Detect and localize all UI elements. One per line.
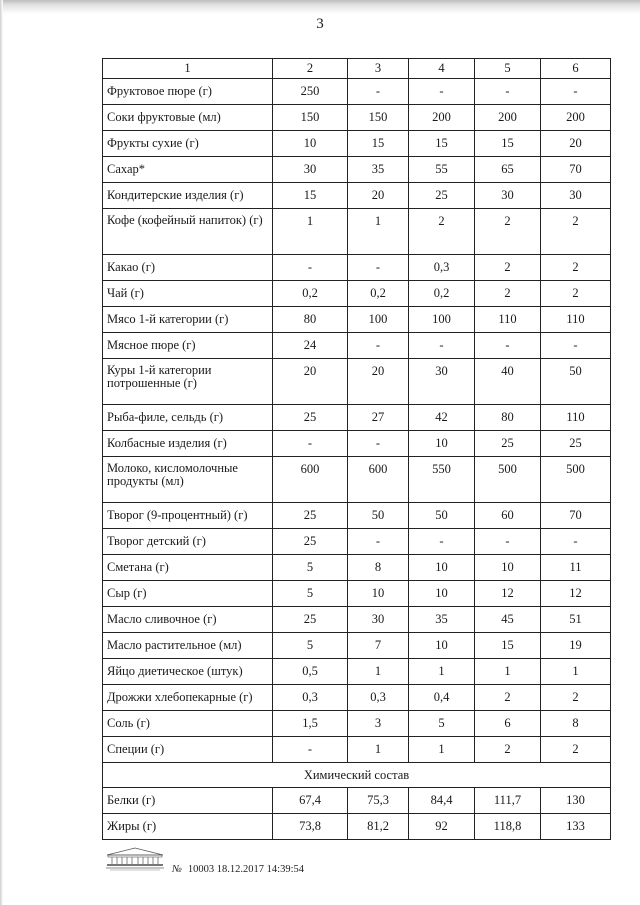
cell-col-3: 20	[348, 183, 409, 209]
section-row	[103, 763, 611, 788]
cell-col-5: 118,8	[475, 814, 541, 840]
cell-col-6: 130	[541, 788, 611, 814]
row-label: Жиры (г)	[103, 814, 273, 840]
table-row	[103, 281, 611, 307]
table-row	[103, 209, 611, 255]
cell-col-5: -	[475, 333, 541, 359]
header-col-4: 4	[409, 59, 475, 79]
cell-col-6: 110	[541, 307, 611, 333]
row-label: Кондитерские изделия (г)	[103, 183, 273, 209]
cell-col-3: 27	[348, 405, 409, 431]
cell-col-2: 10	[273, 131, 348, 157]
cell-col-2: 1	[273, 209, 348, 255]
cell-col-5: 45	[475, 607, 541, 633]
cell-col-3: 100	[348, 307, 409, 333]
row-label: Сметана (г)	[103, 555, 273, 581]
row-label: Дрожжи хлебопекарные (г)	[103, 685, 273, 711]
cell-col-4: 42	[409, 405, 475, 431]
cell-col-4: -	[409, 333, 475, 359]
cell-col-3: -	[348, 79, 409, 105]
cell-col-6: 200	[541, 105, 611, 131]
cell-col-4: 25	[409, 183, 475, 209]
cell-col-6: 2	[541, 281, 611, 307]
row-label: Чай (г)	[103, 281, 273, 307]
table-row	[103, 131, 611, 157]
row-label: Молоко, кисломолочные продукты (мл)	[103, 457, 273, 503]
cell-col-6: 70	[541, 157, 611, 183]
cell-col-6: -	[541, 79, 611, 105]
header-col-6: 6	[541, 59, 611, 79]
ration-table	[102, 58, 611, 840]
cell-col-3: 150	[348, 105, 409, 131]
table-row	[103, 307, 611, 333]
cell-col-5: 12	[475, 581, 541, 607]
number-symbol: №	[172, 864, 182, 875]
cell-col-6: 110	[541, 405, 611, 431]
cell-col-6: 19	[541, 633, 611, 659]
table-header-row	[103, 59, 611, 79]
header-col-2: 2	[273, 59, 348, 79]
table-row	[103, 659, 611, 685]
cell-col-3: 30	[348, 607, 409, 633]
cell-col-5: 2	[475, 737, 541, 763]
row-label: Творог детский (г)	[103, 529, 273, 555]
cell-col-4: 1	[409, 659, 475, 685]
cell-col-2: 30	[273, 157, 348, 183]
row-label: Кофе (кофейный напиток) (г)	[103, 209, 273, 255]
row-label: Какао (г)	[103, 255, 273, 281]
cell-col-5: 15	[475, 131, 541, 157]
cell-col-5: 30	[475, 183, 541, 209]
cell-col-4: 10	[409, 581, 475, 607]
cell-col-5: 110	[475, 307, 541, 333]
row-label: Фрукты сухие (г)	[103, 131, 273, 157]
cell-col-5: 1	[475, 659, 541, 685]
cell-col-2: 73,8	[273, 814, 348, 840]
cell-col-3: 81,2	[348, 814, 409, 840]
row-label: Соки фруктовые (мл)	[103, 105, 273, 131]
table-row	[103, 431, 611, 457]
scan-edge-top	[0, 0, 640, 14]
table-row	[103, 157, 611, 183]
cell-col-4: 10	[409, 431, 475, 457]
cell-col-3: 75,3	[348, 788, 409, 814]
cell-col-4: 2	[409, 209, 475, 255]
table-row	[103, 581, 611, 607]
row-label: Мясное пюре (г)	[103, 333, 273, 359]
cell-col-2: 80	[273, 307, 348, 333]
cell-col-2: 67,4	[273, 788, 348, 814]
registration-text: 10003 18.12.2017 14:39:54	[187, 864, 304, 875]
table-row	[103, 529, 611, 555]
cell-col-2: 5	[273, 633, 348, 659]
cell-col-6: 20	[541, 131, 611, 157]
row-label: Яйцо диетическое (штук)	[103, 659, 273, 685]
cell-col-3: 35	[348, 157, 409, 183]
cell-col-4: 55	[409, 157, 475, 183]
row-label: Масло сливочное (г)	[103, 607, 273, 633]
cell-col-4: 10	[409, 555, 475, 581]
row-label: Специи (г)	[103, 737, 273, 763]
cell-col-2: 600	[273, 457, 348, 503]
cell-col-3: -	[348, 431, 409, 457]
cell-col-3: 7	[348, 633, 409, 659]
cell-col-5: 80	[475, 405, 541, 431]
cell-col-2: 0,5	[273, 659, 348, 685]
cell-col-2: 15	[273, 183, 348, 209]
cell-col-6: 2	[541, 737, 611, 763]
cell-col-6: 30	[541, 183, 611, 209]
cell-col-4: -	[409, 79, 475, 105]
header-col-5: 5	[475, 59, 541, 79]
cell-col-5: 200	[475, 105, 541, 131]
cell-col-2: 150	[273, 105, 348, 131]
cell-col-6: 2	[541, 255, 611, 281]
cell-col-2: 20	[273, 359, 348, 405]
cell-col-2: -	[273, 255, 348, 281]
row-label: Фруктовое пюре (г)	[103, 79, 273, 105]
cell-col-5: 2	[475, 255, 541, 281]
cell-col-3: 20	[348, 359, 409, 405]
cell-col-3: 1	[348, 209, 409, 255]
cell-col-4: 15	[409, 131, 475, 157]
cell-col-4: 200	[409, 105, 475, 131]
cell-col-5: 111,7	[475, 788, 541, 814]
cell-col-6: 25	[541, 431, 611, 457]
row-label: Творог (9-процентный) (г)	[103, 503, 273, 529]
cell-col-5: 2	[475, 281, 541, 307]
cell-col-5: 2	[475, 209, 541, 255]
nutrient-row	[103, 814, 611, 840]
row-label: Куры 1-й категории потрошенные (г)	[103, 359, 273, 405]
table-row	[103, 333, 611, 359]
cell-col-5: 6	[475, 711, 541, 737]
cell-col-2: -	[273, 431, 348, 457]
cell-col-3: 3	[348, 711, 409, 737]
cell-col-3: 1	[348, 737, 409, 763]
cell-col-6: 1	[541, 659, 611, 685]
row-label: Колбасные изделия (г)	[103, 431, 273, 457]
cell-col-2: -	[273, 737, 348, 763]
cell-col-4: 5	[409, 711, 475, 737]
cell-col-2: 25	[273, 503, 348, 529]
cell-col-2: 5	[273, 581, 348, 607]
nutrient-row	[103, 788, 611, 814]
cell-col-4: 0,2	[409, 281, 475, 307]
row-label: Мясо 1-й категории (г)	[103, 307, 273, 333]
cell-col-5: 60	[475, 503, 541, 529]
cell-col-6: 133	[541, 814, 611, 840]
cell-col-2: 25	[273, 405, 348, 431]
cell-col-4: -	[409, 529, 475, 555]
table-row	[103, 555, 611, 581]
cell-col-4: 10	[409, 633, 475, 659]
cell-col-6: 2	[541, 685, 611, 711]
cell-col-2: 1,5	[273, 711, 348, 737]
table-row	[103, 503, 611, 529]
scan-edge-left	[0, 0, 3, 905]
row-label: Рыба-филе, сельдь (г)	[103, 405, 273, 431]
table-row	[103, 105, 611, 131]
table-row	[103, 607, 611, 633]
table-row	[103, 359, 611, 405]
cell-col-4: 0,3	[409, 255, 475, 281]
row-label: Сыр (г)	[103, 581, 273, 607]
cell-col-3: 8	[348, 555, 409, 581]
cell-col-5: 65	[475, 157, 541, 183]
cell-col-6: -	[541, 333, 611, 359]
table-row	[103, 737, 611, 763]
header-col-1: 1	[103, 59, 273, 79]
cell-col-4: 84,4	[409, 788, 475, 814]
cell-col-5: 2	[475, 685, 541, 711]
cell-col-3: 0,3	[348, 685, 409, 711]
cell-col-4: 30	[409, 359, 475, 405]
row-label: Масло растительное (мл)	[103, 633, 273, 659]
cell-col-3: -	[348, 255, 409, 281]
cell-col-4: 0,4	[409, 685, 475, 711]
cell-col-5: -	[475, 529, 541, 555]
cell-col-6: 11	[541, 555, 611, 581]
cell-col-3: 10	[348, 581, 409, 607]
cell-col-2: 0,2	[273, 281, 348, 307]
cell-col-4: 50	[409, 503, 475, 529]
row-label: Белки (г)	[103, 788, 273, 814]
cell-col-2: 25	[273, 529, 348, 555]
row-label: Сахар*	[103, 157, 273, 183]
cell-col-6: 51	[541, 607, 611, 633]
table-row	[103, 633, 611, 659]
registration-line	[172, 864, 304, 875]
table-row	[103, 457, 611, 503]
cell-col-3: -	[348, 529, 409, 555]
cell-col-6: 500	[541, 457, 611, 503]
table-row	[103, 255, 611, 281]
cell-col-6: 12	[541, 581, 611, 607]
cell-col-5: 500	[475, 457, 541, 503]
page-number: 3	[316, 16, 324, 32]
cell-col-5: 15	[475, 633, 541, 659]
cell-col-2: 25	[273, 607, 348, 633]
cell-col-2: 24	[273, 333, 348, 359]
government-building-stamp	[104, 847, 166, 871]
cell-col-6: 8	[541, 711, 611, 737]
section-title: Химический состав	[103, 763, 611, 788]
cell-col-3: 600	[348, 457, 409, 503]
cell-col-6: 50	[541, 359, 611, 405]
cell-col-4: 1	[409, 737, 475, 763]
cell-col-4: 550	[409, 457, 475, 503]
row-label: Соль (г)	[103, 711, 273, 737]
cell-col-2: 5	[273, 555, 348, 581]
cell-col-2: 250	[273, 79, 348, 105]
cell-col-6: 70	[541, 503, 611, 529]
cell-col-5: 10	[475, 555, 541, 581]
cell-col-4: 92	[409, 814, 475, 840]
table-row	[103, 711, 611, 737]
table-row	[103, 79, 611, 105]
table-row	[103, 405, 611, 431]
cell-col-3: 50	[348, 503, 409, 529]
cell-col-2: 0,3	[273, 685, 348, 711]
cell-col-6: -	[541, 529, 611, 555]
table-row	[103, 183, 611, 209]
cell-col-4: 100	[409, 307, 475, 333]
header-col-3: 3	[348, 59, 409, 79]
cell-col-3: 0,2	[348, 281, 409, 307]
cell-col-5: 25	[475, 431, 541, 457]
cell-col-4: 35	[409, 607, 475, 633]
cell-col-5: -	[475, 79, 541, 105]
cell-col-5: 40	[475, 359, 541, 405]
cell-col-3: -	[348, 333, 409, 359]
cell-col-3: 15	[348, 131, 409, 157]
cell-col-6: 2	[541, 209, 611, 255]
cell-col-3: 1	[348, 659, 409, 685]
table-row	[103, 685, 611, 711]
